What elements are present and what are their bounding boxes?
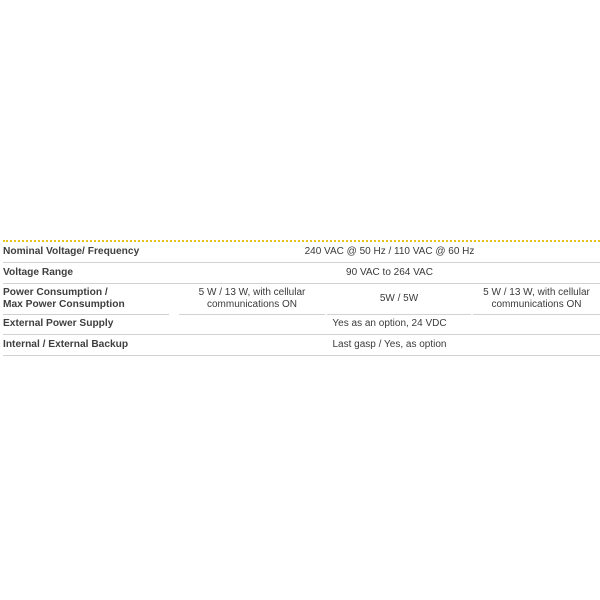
- spec-row-external-power-supply: [3, 314, 600, 335]
- spec-label-text: External Power Supply: [3, 317, 114, 329]
- spec-label: [3, 314, 169, 334]
- spec-value-column-2: [327, 284, 471, 314]
- spec-label: [3, 284, 169, 314]
- spec-value-column-3: [473, 284, 600, 314]
- spec-label-text: Nominal Voltage/ Frequency: [3, 245, 140, 257]
- spec-row-power-consumption: [3, 284, 600, 314]
- spec-value: [179, 335, 600, 355]
- spec-value-text: 5W / 5W: [379, 292, 419, 304]
- spec-row-backup: [3, 335, 600, 356]
- spec-label-text: Voltage Range: [3, 266, 74, 278]
- spec-value-line-1: 5 W / 13 W, with cellular: [198, 286, 306, 298]
- spec-value-column-1: [179, 284, 325, 314]
- spec-value-line-1: 5 W / 13 W, with cellular: [483, 286, 590, 298]
- spec-value-text: Yes as an option, 24 VDC: [332, 317, 447, 329]
- spec-value-text: 90 VAC to 264 VAC: [346, 266, 433, 278]
- spec-row-nominal-voltage: [3, 242, 600, 263]
- spec-value: [179, 242, 600, 262]
- spec-label-line-1: Power Consumption /: [3, 286, 108, 298]
- spec-label: [3, 335, 169, 355]
- spec-label-text: Internal / External Backup: [3, 338, 129, 350]
- spec-value: [179, 314, 600, 334]
- spec-value-line-2: communications ON: [206, 299, 297, 310]
- spec-value: [179, 263, 600, 283]
- spec-value-text: 240 VAC @ 50 Hz / 110 VAC @ 60 Hz: [304, 245, 475, 257]
- spec-row-voltage-range: [3, 263, 600, 284]
- spec-value-line-2: communications ON: [491, 299, 582, 310]
- spec-label: [3, 242, 169, 262]
- specifications-table: [3, 240, 600, 356]
- spec-label: [3, 263, 169, 283]
- spec-label-line-2: Max Power Consumption: [3, 299, 125, 310]
- spec-value-text: Last gasp / Yes, as option: [332, 338, 447, 350]
